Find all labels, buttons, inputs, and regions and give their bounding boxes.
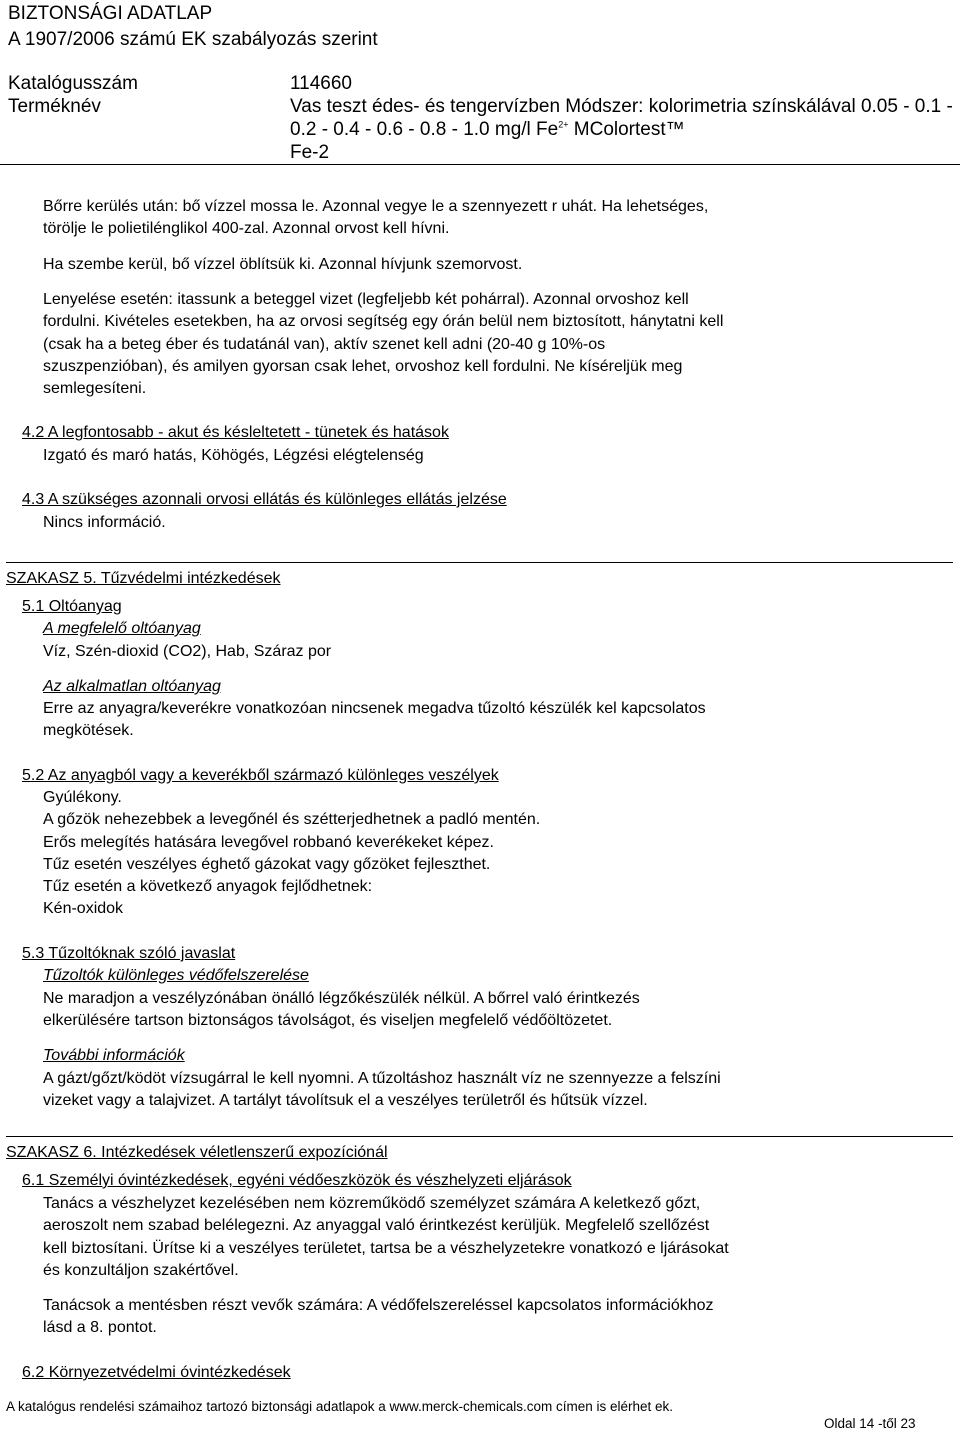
heading-5-3: 5.3 Tűzoltóknak szóló javaslat	[22, 945, 236, 962]
heading-5-1: 5.1 Oltóanyag	[22, 598, 122, 615]
product-name-line-3: Fe-2	[290, 142, 330, 163]
first-aid-skin: Bőrre kerülés után: bő vízzel mossa le. Azonnal vegye le a szennyezett r uhát. Ha lehetséges, törölje le polietilénglikol 400-zal. Azonnal orvost kell hívni.	[43, 198, 709, 238]
product-name-line-2: 0.2 - 0.4 - 0.6 - 0.8 - 1.0 mg/l $Fe^{2+}$ MColortest™	[290, 119, 685, 140]
first-aid-eye: Ha szembe kerül, bő vízzel öblítsük ki. Azonnal hívjunk szemorvost.	[43, 256, 523, 273]
suitable-media-text: Víz, Szén-dioxid (CO2), Hab, Száraz por	[43, 643, 332, 660]
suitable-media-label: A megfelelő oltóanyag	[43, 620, 201, 637]
treatment-text: Nincs információ.	[43, 514, 166, 531]
firefighter-ppe-text: Ne maradjon a veszélyzónában önálló légzőkészülék nélkül. A bőrrel való érintkezés elkerülésére tartson biztonságos távolságot, és viseljen megfelelő védőöltözetet.	[43, 990, 640, 1030]
product-name-line-1: Vas teszt édes- és tengervízben Módszer: kolorimetria színskálával 0.05 - 0.1 -	[290, 96, 953, 117]
first-aid-ingestion: Lenyelése esetén: itassunk a beteggel vizet (legfeljebb két pohárral). Azonnal orvoshoz kell fordulni. Kivételes esetekben, ha az orvosi segítség egy órán belül nem biztosított, hánytatni kell (csak ha a beteg éber és tudatánál van), aktív szenet kell adni (20-40 g 10%-os szuszpenzióban), és amilyen gyorsan csak lehet, orvoshoz kell fordulni. Ne kíséreljük meg semlegesíteni.	[43, 291, 724, 398]
catalog-label: Katalógusszám	[8, 73, 138, 94]
heading-4-2: 4.2 A legfontosabb - akut és késleltetett - tünetek és hatások	[22, 424, 449, 441]
catalog-value: 114660	[290, 73, 352, 94]
special-hazards-text: Gyúlékony. A gőzök nehezebbek a levegőnél és szétterjedhetnek a padló mentén. Erős melegítés hatására levegővel robbanó keverékeket képez. Tűz esetén veszélyes éghető gázokat vagy gőzöket fejleszthet. Tűz esetén a következő anyagok fejlődhetnek: Kén-oxidok	[43, 789, 541, 918]
heading-6-1: 6.1 Személyi óvintézkedések, egyéni védőeszközök és vészhelyzeti eljárások	[22, 1172, 572, 1189]
responder-advice-text: Tanácsok a mentésben részt vevők számára: A védőfelszereléssel kapcsolatos információkhoz lásd a 8. pontot.	[43, 1297, 714, 1337]
footer-note: A katalógus rendelési számaihoz tartozó biztonsági adatlapok a www.merck-chemicals.com címen is elérhet ek.	[6, 1399, 674, 1414]
section-5-title: SZAKASZ 5. Tűzvédelmi intézkedések	[6, 570, 281, 587]
header-rule	[0, 164, 960, 165]
section-6-title: SZAKASZ 6. Intézkedések véletlenszerű expozíciónál	[6, 1144, 388, 1161]
heading-6-2: 6.2 Környezetvédelmi óvintézkedések	[22, 1364, 291, 1381]
symptoms-text: Izgató és maró hatás, Köhögés, Légzési elégtelenség	[43, 447, 424, 464]
personal-precautions-text: Tanács a vészhelyzet kezelésében nem közreműködő személyzet számára A keletkező gőzt, aeroszolt nem szabad belélegezni. Az anyaggal való érintkezést kerüljük. Megfelelő szellőzést kell biztosítani. Ürítse ki a veszélyes területet, tartsa be a vészhelyzetekre vonatkozó e ljárásokat és konzultáljon szakértővel.	[43, 1195, 729, 1279]
heading-4-3: 4.3 A szükséges azonnali orvosi ellátás és különleges ellátás jelzése	[22, 491, 507, 508]
document-title: BIZTONSÁGI ADATLAP	[8, 3, 213, 24]
heading-5-2: 5.2 Az anyagból vagy a keverékből származó különleges veszélyek	[22, 767, 499, 784]
further-info-label: További információk	[43, 1047, 185, 1064]
section-6-rule	[6, 1136, 953, 1137]
section-5-rule	[6, 562, 953, 563]
further-info-text: A gázt/gőzt/ködöt vízsugárral le kell nyomni. A tűzoltáshoz használt víz ne szennyezze a felszíni vizeket vagy a talajvizet. A tartályt távolítsuk el a veszélyes területről és hűtsük vízzel.	[43, 1070, 721, 1110]
document-subtitle: A 1907/2006 számú EK szabályozás szerint	[8, 29, 378, 50]
unsuitable-media-label: Az alkalmatlan oltóanyag	[43, 678, 221, 695]
firefighter-ppe-label: Tűzoltók különleges védőfelszerelése	[43, 967, 309, 984]
page-number: Oldal 14 -től 23	[824, 1416, 916, 1431]
unsuitable-media-text: Erre az anyagra/keverékre vonatkozóan nincsenek megadva tűzoltó készülék kel kapcsolatos megkötések.	[43, 700, 706, 740]
product-label: Terméknév	[8, 96, 101, 117]
